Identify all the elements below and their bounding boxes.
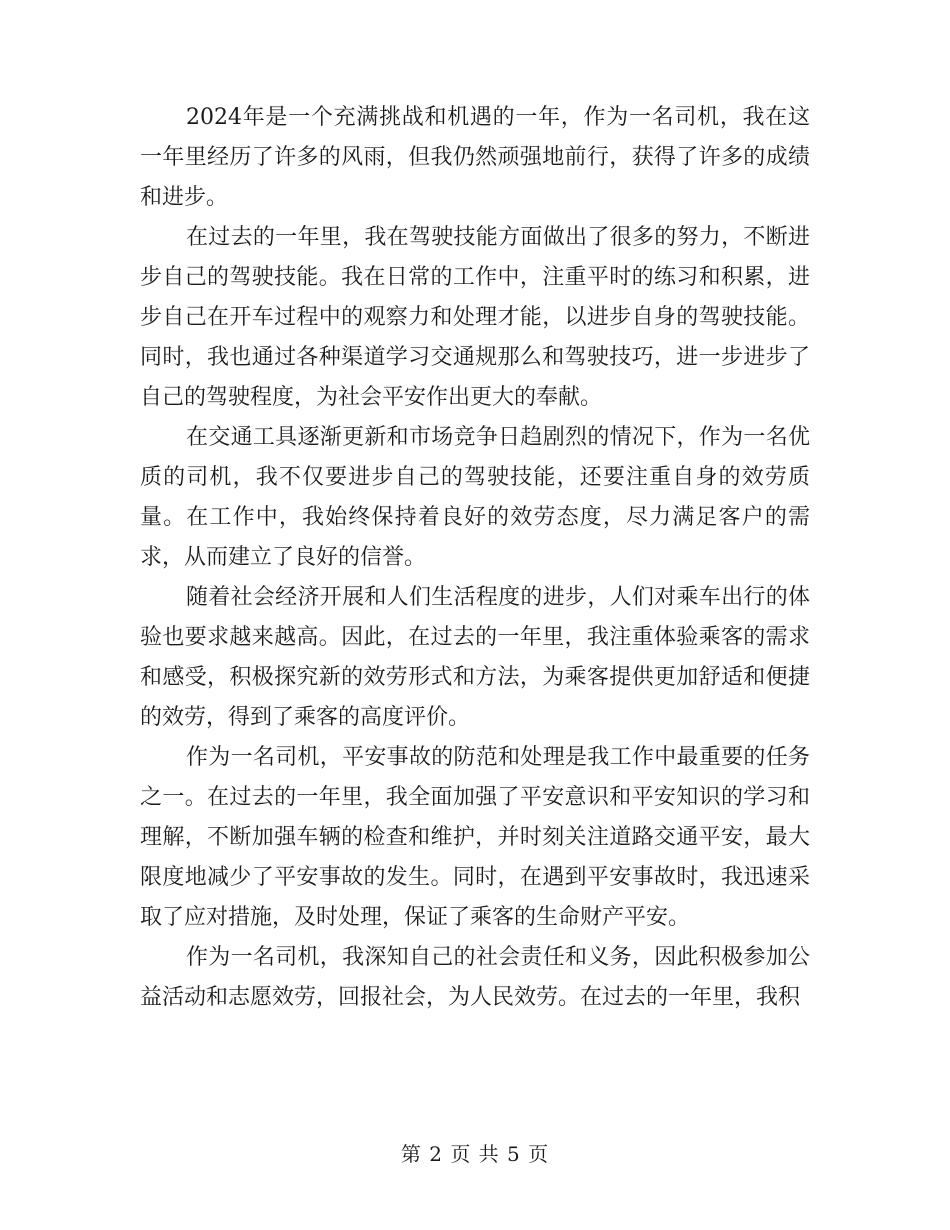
- paragraph-2: 在过去的一年里，我在驾驶技能方面做出了很多的努力，不断进步自己的驾驶技能。我在日常的工作中，注重平时的练习和积累，进步自己在开车过程中的观察力和处理才能，以进步自身的驾驶技能。同时，我也通过各种渠道学习交通规那么和驾驶技巧，进一步进步了自己的驾驶程度，为社会平安作出更大的奉献。: [140, 225, 810, 410]
- paragraph-6: 作为一名司机，我深知自己的社会责任和义务，因此积极参加公益活动和志愿效劳，回报社会，为人民效劳。在过去的一年里，我积: [140, 945, 810, 1010]
- paragraph-1: 2024年是一个充满挑战和机遇的一年，作为一名司机，我在这一年里经历了许多的风雨，但我仍然顽强地前行，获得了许多的成绩和进步。: [140, 105, 810, 210]
- paragraph-5: 作为一名司机，平安事故的防范和处理是我工作中最重要的任务之一。在过去的一年里，我全面加强了平安意识和平安知识的学习和理解，不断加强车辆的检查和维护，并时刻关注道路交通平安，最大限度地减少了平安事故的发生。同时，在遇到平安事故时，我迅速采取了应对措施，及时处理，保证了乘客的生命财产平安。: [140, 745, 810, 930]
- page-footer: 第 2 页 共 5 页: [400, 1142, 550, 1166]
- document-body: [140, 98, 810, 1018]
- paragraph-3: 在交通工具逐渐更新和市场竞争日趋剧烈的情况下，作为一名优质的司机，我不仅要进步自己的驾驶技能，还要注重自身的效劳质量。在工作中，我始终保持着良好的效劳态度，尽力满足客户的需求，从而建立了良好的信誉。: [140, 425, 810, 570]
- paragraph-4: 随着社会经济开展和人们生活程度的进步，人们对乘车出行的体验也要求越来越高。因此，在过去的一年里，我注重体验乘客的需求和感受，积极探究新的效劳形式和方法，为乘客提供更加舒适和便捷的效劳，得到了乘客的高度评价。: [140, 585, 810, 730]
